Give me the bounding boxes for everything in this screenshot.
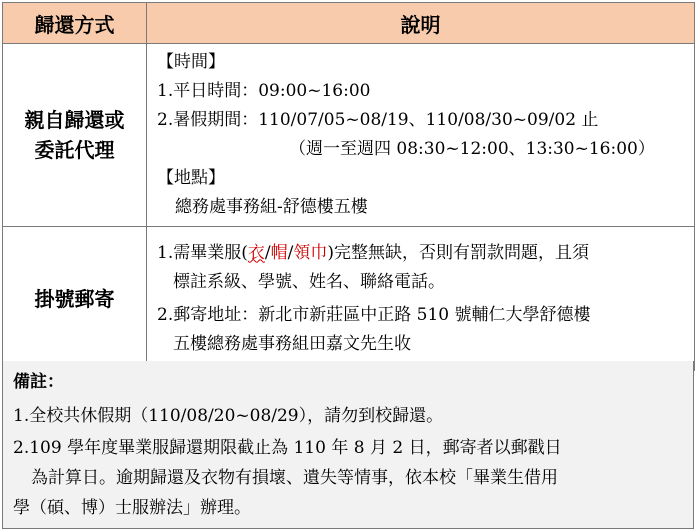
method-in-person-line2: 委託代理 xyxy=(34,138,115,162)
header-method: 歸還方式 xyxy=(3,3,147,44)
mail-item-1-line2: 標註系級、學號、姓名、聯絡電話。 xyxy=(173,271,445,292)
item-scarf: 領巾 xyxy=(293,242,328,263)
method-in-person-line1: 親自歸還或 xyxy=(24,108,125,132)
note-2-line2: 為計算日。逾期歸還及衣物有損壞、遺失等情事，依本校「畢業生借用 xyxy=(31,468,558,488)
mail-item-1-prefix: 1.需畢業服( xyxy=(157,242,248,263)
item-gown: 衣 xyxy=(247,242,265,263)
mail-description xyxy=(147,227,695,371)
method-mail: 掛號郵寄 xyxy=(3,227,147,371)
mail-item-1 xyxy=(157,239,690,268)
mail-item-2: 2.郵寄地址：新北市新莊區中正路 510 號輔仁大學舒德樓 xyxy=(157,304,591,325)
item-sep-1: / xyxy=(264,242,271,263)
table-row-in-person xyxy=(3,44,695,227)
notes-section xyxy=(2,361,694,529)
note-1: 1.全校共休假期（110/08/20~08/29），請勿到校歸還。 xyxy=(13,406,444,426)
place-heading: 【地點】 xyxy=(157,168,225,188)
time-item-weekday: 1.平日時間：09:00~16:00 xyxy=(157,81,371,101)
note-2-line1: 2.109 學年度畢業服歸還期限截止為 110 年 8 月 2 日，郵寄者以郵戳日 xyxy=(13,438,562,458)
table-row-mail xyxy=(3,227,695,371)
notes-title: 備註： xyxy=(13,372,64,392)
mail-item-1-suffix: )完整無缺，否則有罰款問題，且須 xyxy=(327,242,589,263)
method-in-person xyxy=(3,44,147,227)
note-2-line3: 學（碩、博）士服辦法」辦理。 xyxy=(13,498,251,518)
place-value: 總務處事務組-舒德樓五樓 xyxy=(175,197,368,217)
time-heading: 【時間】 xyxy=(157,52,225,72)
mail-item-2-line2: 五樓總務處事務組田嘉文先生收 xyxy=(173,333,411,354)
return-methods-table xyxy=(2,2,695,371)
time-item-summer: 2.暑假期間：110/07/05~08/19、110/08/30~09/02 止 xyxy=(157,110,599,130)
time-item-summer-hours: （週一至週四 08:30~12:00、13:30~16:00） xyxy=(289,139,655,159)
item-cap: 帽 xyxy=(270,242,288,263)
in-person-description xyxy=(147,44,695,227)
item-sep-2: / xyxy=(287,242,294,263)
table-header-row xyxy=(3,3,695,44)
header-description: 說明 xyxy=(147,3,695,44)
